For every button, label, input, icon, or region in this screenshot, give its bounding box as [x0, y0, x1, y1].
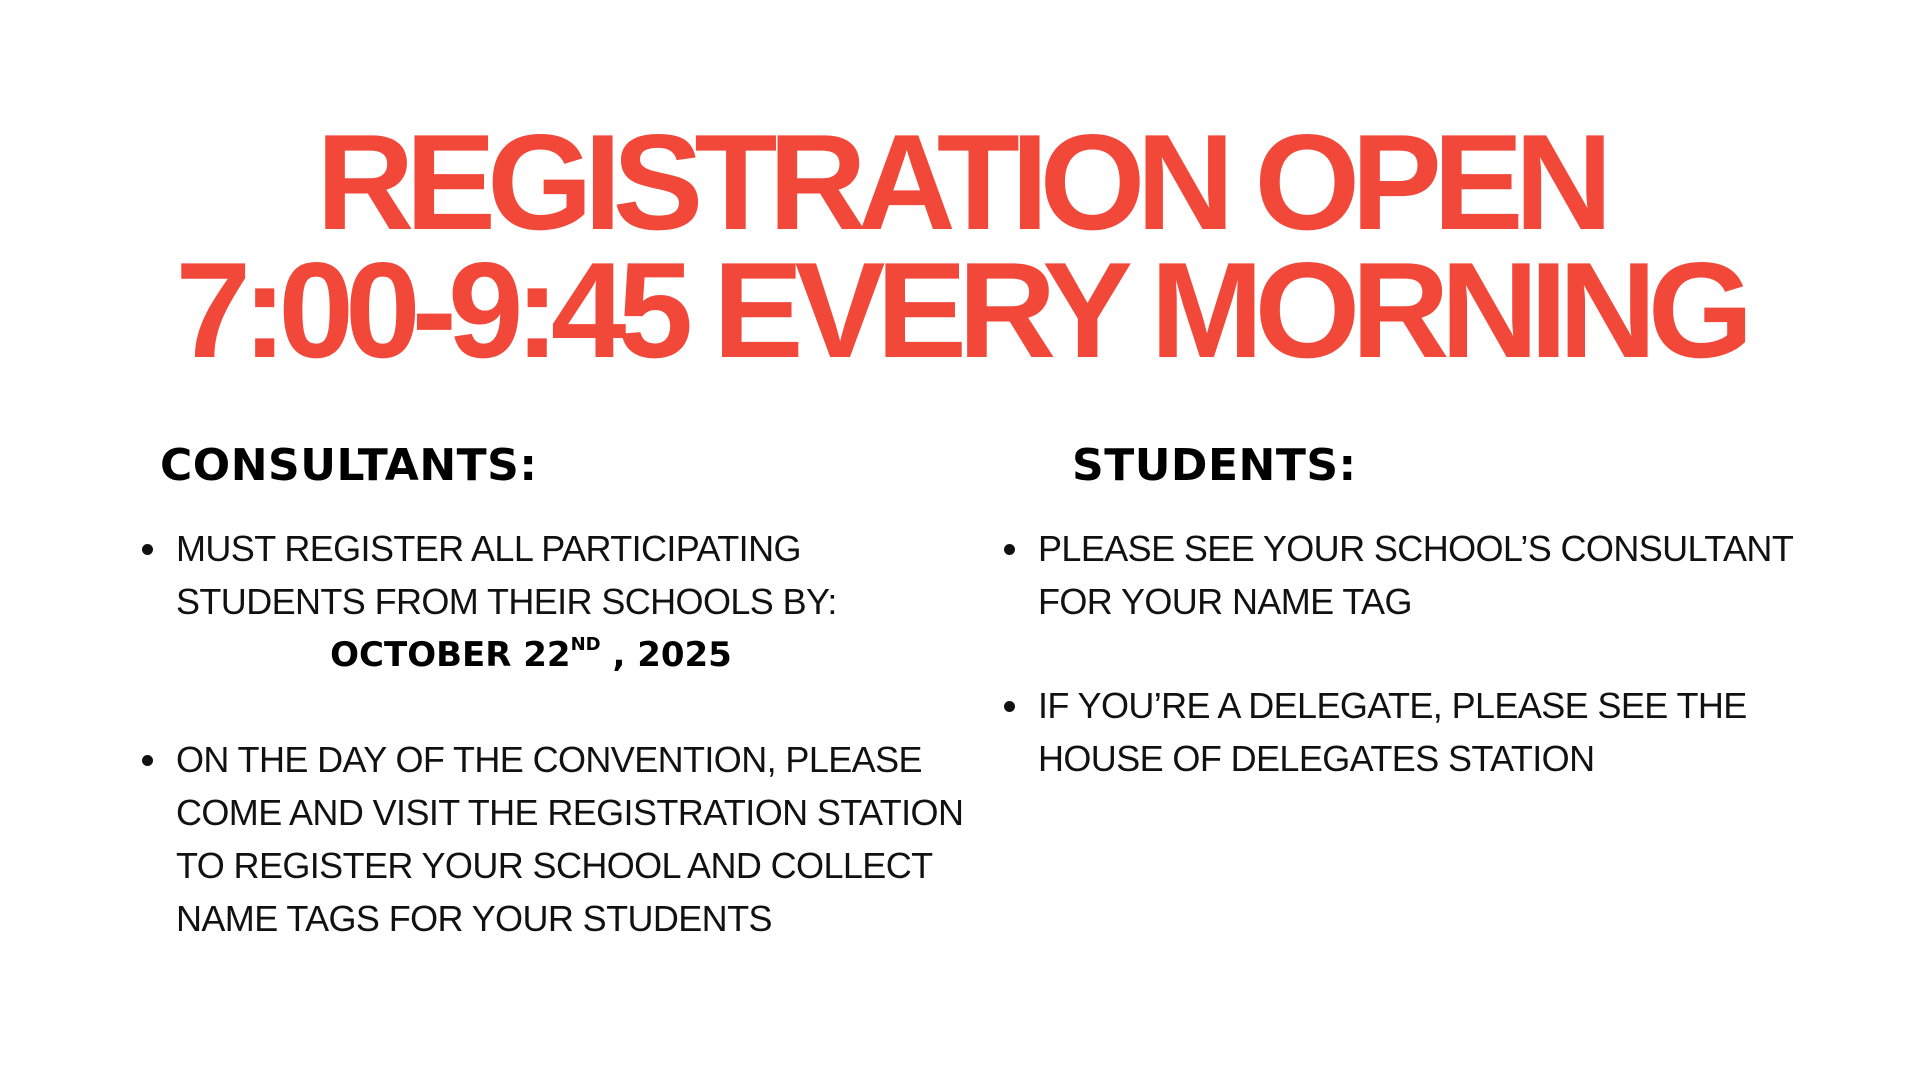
registration-deadline [66, 628, 996, 682]
deadline-date: OCTOBER 22 [330, 635, 571, 675]
consultants-list [138, 522, 998, 945]
spacer [1000, 628, 1858, 679]
students-item-delegates [1000, 679, 1858, 785]
students-item-1-text: PLEASE SEE YOUR SCHOOL’S CONSULTANT FOR YOUR NAME TAG [1038, 528, 1793, 622]
students-list [1000, 522, 1860, 785]
headline [0, 106, 1920, 386]
bullet-icon [142, 544, 153, 555]
consultants-item-register-deadline [138, 522, 996, 682]
deadline-ordinal-suffix: ND [570, 633, 601, 655]
students-heading: STUDENTS: [1072, 440, 1357, 491]
deadline-year: , 2025 [600, 635, 732, 675]
consultants-section [138, 440, 998, 945]
students-item-name-tag [1000, 522, 1858, 628]
headline-line-2: 7:00-9:45 EVERY MORNING [175, 234, 1745, 386]
headline-line-1: REGISTRATION OPEN [316, 106, 1604, 258]
students-item-2-text: IF YOU’RE A DELEGATE, PLEASE SEE THE HOUSE OF DELEGATES STATION [1038, 685, 1747, 779]
students-section [1000, 440, 1860, 785]
bullet-icon [142, 755, 153, 766]
consultants-heading: CONSULTANTS: [160, 440, 538, 491]
consultants-item-2-text: ON THE DAY OF THE CONVENTION, PLEASE COME AND VISIT THE REGISTRATION STATION TO REGISTER YOUR SCHOOL AND COLLECT NAME TAGS FOR YOUR STUDENTS [176, 739, 964, 939]
bullet-icon [1004, 544, 1015, 555]
bullet-icon [1004, 701, 1015, 712]
consultants-item-1-text: MUST REGISTER ALL PARTICIPATING STUDENTS FROM THEIR SCHOOLS BY: [176, 528, 837, 622]
consultants-item-convention-day [138, 733, 996, 945]
spacer [138, 682, 996, 733]
